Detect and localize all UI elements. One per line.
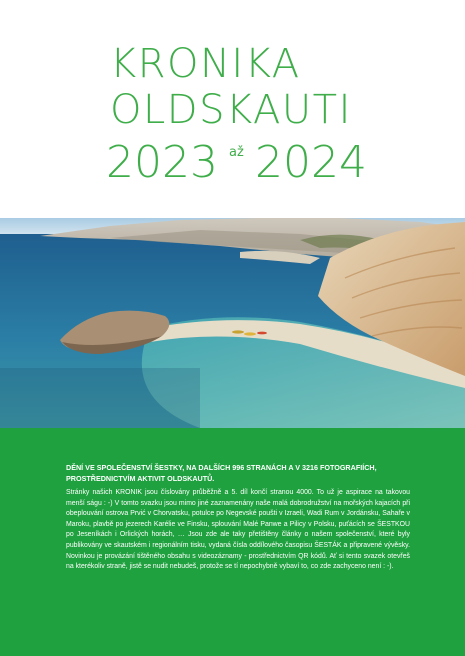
year-separator-text: až [229,145,244,160]
year-to: 2024 [255,137,367,188]
kayak-1 [232,330,244,333]
kayak-3 [257,332,267,335]
year-from: 2023 [106,137,218,188]
coastal-photo [0,218,465,428]
kayak-2 [244,332,256,335]
intro-panel [0,428,465,656]
intro-lead: DĚNÍ VE SPOLEČENSTVÍ ŠESTKY, NA DALŠÍCH 996 STRANÁCH A V 3216 FOTOGRAFIÍCH, PROSTŘEDNICTVÍM AKTIVIT OLDSKAUTŮ. [66,463,377,483]
intro-body: Stránky našich KRONIK jsou číslovány průběžně a 5. díl končí stranou 4000. To už je aspirace na takovou menší ságu : -) V tomto svazku jsou mimo jiné zaznamenány naše malá dobrodružství na mořských kajacích při obeplouvání ostrova Prvić v Chorvatsku, potulce po Negevské poušti v Izraeli, Wadi Rum v Jordánsku, Sahaře v Maroku, plavbě po jezerech Karélie ve Finsku, splouvání Malé Panwe a Pilicy v Polsku, puťácích se ŠESTKOU po Jeseníkách i Orlických horách, … Jsou zde ale taky přetištěny články o našem společenství, které byly publikovány ve skautském i regionálním tisku, vydaná čísla oddílového časopisu ŠESTÁK a připravené vývěsky. Novinkou je provázání tištěného obsahu s videozáznamy - prostřednictvím QR kódů. Ať si tento svazek otevřeš na kterékoliv straně, jistě se nudit nebudeš, protože se tí nepochybně vybaví to, co zde zachyceno není : -). [66,489,410,571]
title-line-1: KRONIKA [110,41,301,87]
title-line-2: OLDSKAUTI [110,87,352,133]
year-separator [229,146,243,159]
title-block [0,0,465,218]
sea-shine [0,368,200,428]
